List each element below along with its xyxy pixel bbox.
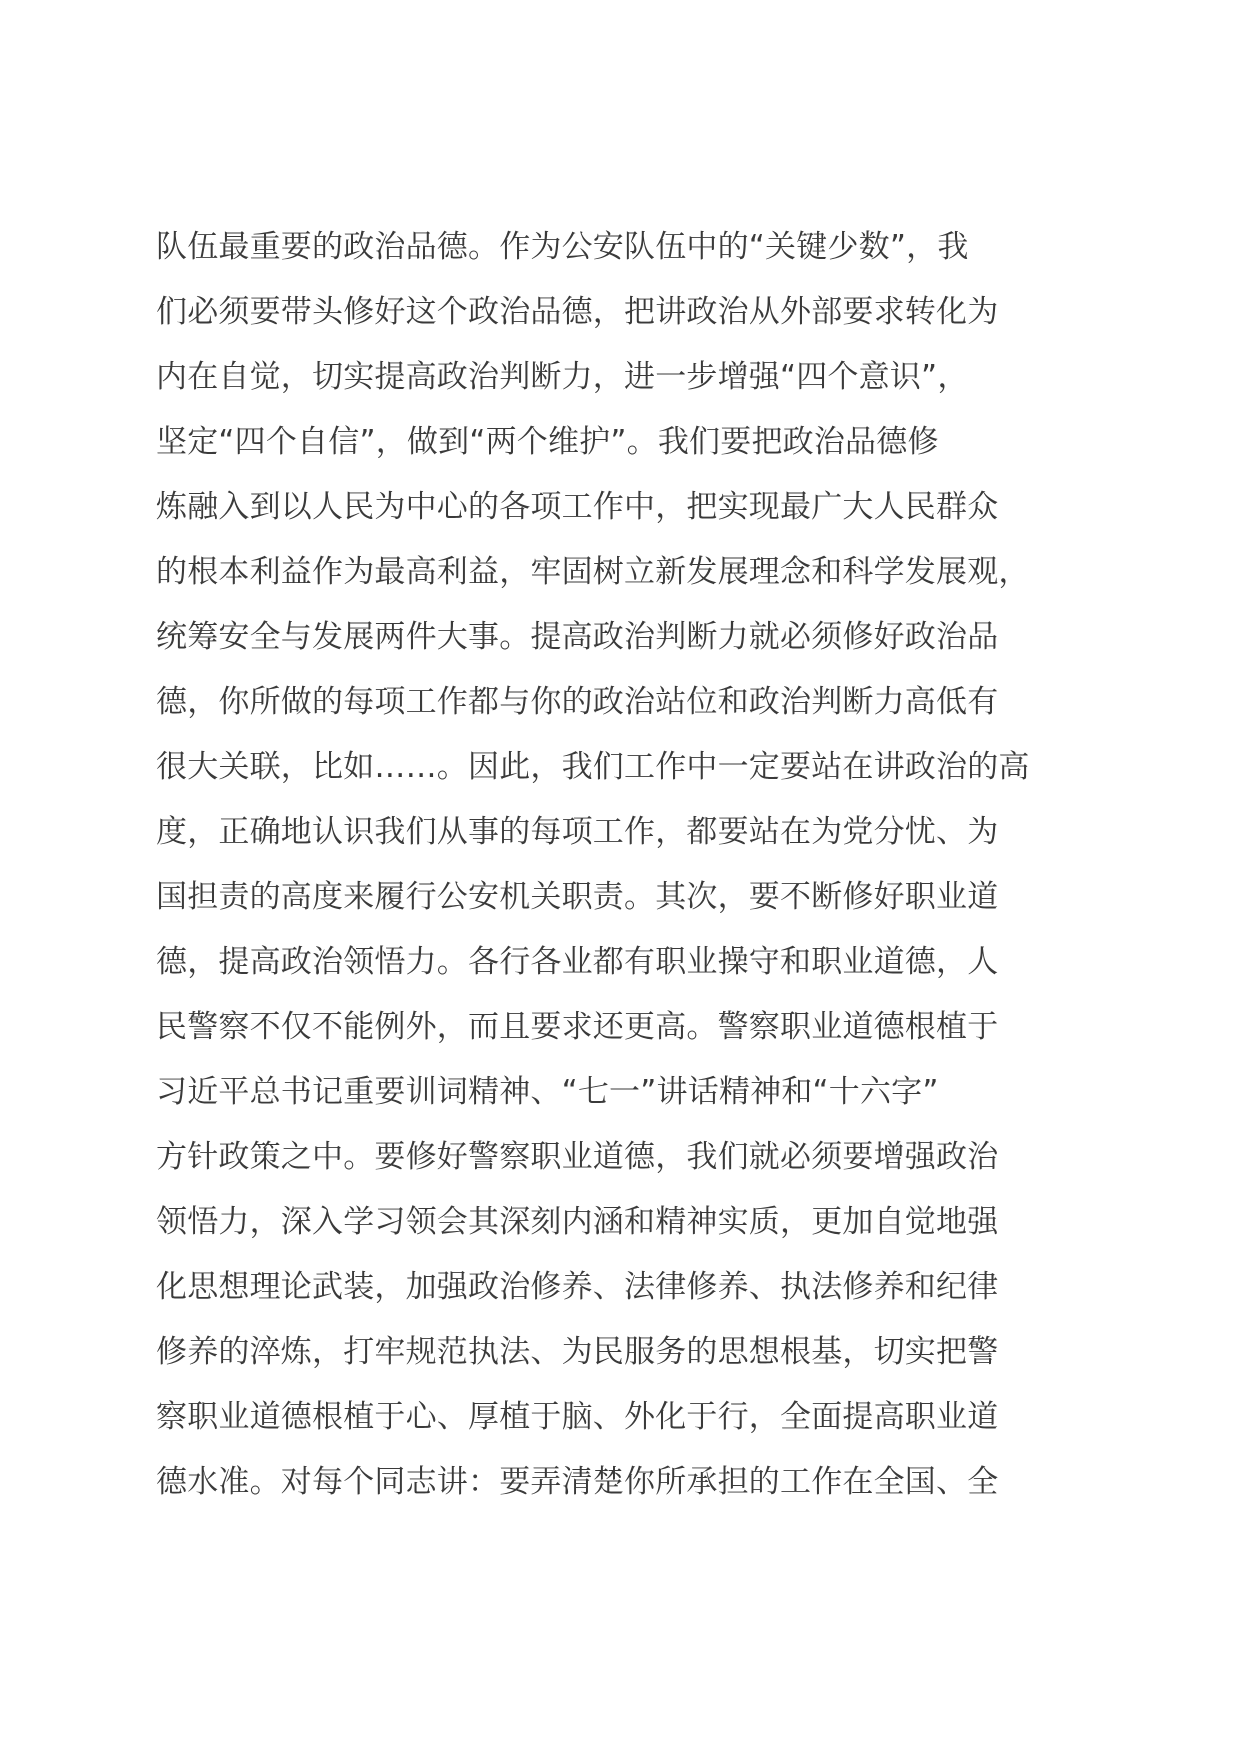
text-line: 坚定“四个自信”，做到“两个维护”。我们要把政治品德修: [156, 424, 939, 460]
text-line: 内在自觉，切实提高政治判断力，进一步增强“四个意识”，: [156, 359, 969, 395]
text-line: 国担责的高度来履行公安机关职责。其次，要不断修好职业道: [156, 879, 999, 915]
text-line: 德，提高政治领悟力。各行各业都有职业操守和职业道德，人: [156, 944, 999, 980]
text-line: 德，你所做的每项工作都与你的政治站位和政治判断力高低有: [156, 684, 999, 720]
text-line: 习近平总书记重要训词精神、“七一”讲话精神和“十六字”: [156, 1074, 939, 1110]
text-line: 民警察不仅不能例外，而且要求还更高。警察职业道德根植于: [156, 1009, 999, 1045]
text-line: 察职业道德根植于心、厚植于脑、外化于行，全面提高职业道: [156, 1399, 999, 1435]
text-line: 们必须要带头修好这个政治品德，把讲政治从外部要求转化为: [156, 294, 999, 330]
text-line: 方针政策之中。要修好警察职业道德，我们就必须要增强政治: [156, 1139, 999, 1175]
text-line: 领悟力，深入学习领会其深刻内涵和精神实质，更加自觉地强: [156, 1204, 999, 1240]
text-line: 德水准。对每个同志讲：要弄清楚你所承担的工作在全国、全: [156, 1464, 999, 1500]
text-line: 化思想理论武装，加强政治修养、法律修养、执法修养和纪律: [156, 1269, 999, 1305]
text-line: 修养的淬炼，打牢规范执法、为民服务的思想根基，切实把警: [156, 1334, 999, 1370]
text-line: 炼融入到以人民为中心的各项工作中，把实现最广大人民群众: [156, 489, 999, 525]
body-paragraph: [156, 215, 1096, 1515]
text-line: 统筹安全与发展两件大事。提高政治判断力就必须修好政治品: [156, 619, 999, 655]
text-line: 度，正确地认识我们从事的每项工作，都要站在为党分忧、为: [156, 814, 999, 850]
text-line: 的根本利益作为最高利益，牢固树立新发展理念和科学发展观，: [156, 554, 1030, 590]
text-line: 很大关联，比如……。因此，我们工作中一定要站在讲政治的高: [156, 749, 1030, 785]
text-line: 队伍最重要的政治品德。作为公安队伍中的“关键少数”，我: [156, 229, 969, 265]
